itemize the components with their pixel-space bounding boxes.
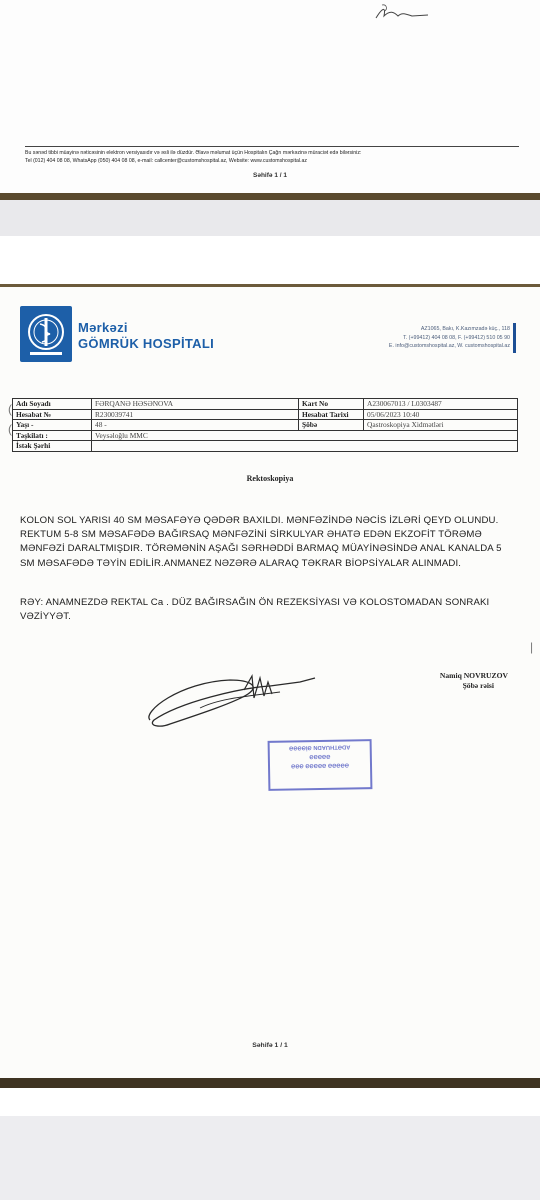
report-findings: KOLON SOL YARISI 40 SM MƏSAFƏYƏ QƏDƏR BAXILDI. MƏNFƏZİNDƏ NƏCİS İZLƏRİ QEYD OLUNDU. REKTUM 5-8 SM MƏSAFƏDƏ BAĞIRSAQ MƏNFƏZİNİ SİRKULYAR ƏHATƏ EDƏN EKZOFİT TÖRƏMƏ MƏNFƏZİ DARALTMIŞDIR. TÖRƏMƏNİN AŞAĞI SƏRHƏDDİ BARMAQ MÜAYİNƏSİNDƏ ANAL KANALDA 5 SM MƏSAFƏDƏ TƏYİN EDİLİR.ANMANEZ NƏZƏRƏ ALARAQ TƏKRAR BİOPSİYALAR ALINMADI. xyxy=(20,515,502,569)
field-value: Veysəloğlu MMC xyxy=(92,430,518,441)
phone-line: T. (+99412) 404 08 08, F. (+99412) 510 05 90 xyxy=(403,334,510,341)
page-number: Səhifə 1 / 1 xyxy=(252,1042,288,1049)
field-label: Kart No xyxy=(299,399,364,410)
hospital-address xyxy=(389,325,510,351)
stamp-line: ƏƏƏƏƏ xyxy=(309,752,331,760)
patient-info-table xyxy=(12,398,518,452)
report-conclusion: RƏY: ANAMNEZDƏ REKTAL Ca . DÜZ BAĞIRSAĞIN ÖN REZEKSİYASI VƏ KOLOSTOMADAN SONRAKI VƏZİYYƏT. xyxy=(20,597,490,623)
paper-top-edge xyxy=(0,284,540,287)
report-title: Rektoskopiya xyxy=(246,474,294,483)
paper-bottom-edge xyxy=(0,1078,540,1088)
field-label: Şöbə xyxy=(299,420,364,431)
margin-mark: ( xyxy=(8,422,12,436)
field-label: Adı Soyadı xyxy=(13,399,92,410)
previous-page-number: Səhifə 1 / 1 xyxy=(253,172,287,179)
field-value: R230039741 xyxy=(92,409,299,420)
field-label: İstək Şərhi xyxy=(13,441,92,452)
screen-background xyxy=(0,1116,540,1200)
official-stamp xyxy=(268,739,373,791)
table-row xyxy=(13,441,518,452)
doctor-title: Şöbə rəisi xyxy=(462,681,494,690)
field-value: A230067013 / L0303487 xyxy=(364,399,518,410)
table-row xyxy=(13,420,518,431)
field-value xyxy=(92,441,518,452)
hospital-name-line1: Mərkəzi xyxy=(78,320,128,335)
field-label: Hesabat № xyxy=(13,409,92,420)
address-line: AZ1065, Bakı, K.Kazımzadə küç., 118 xyxy=(420,326,510,332)
table-row xyxy=(13,430,518,441)
table-row xyxy=(13,399,518,410)
previous-page-bottom xyxy=(0,0,540,200)
field-value: 05/06/2023 10:40 xyxy=(364,409,518,420)
footer-note: Bu sənəd tibbi müayinə nəticəsinin elektron versiyasıdır və əsli ilə düzdür. Əlavə məlumat üçün Hospitalın Çağrı mərkəzinə müraciət edə bilərsiniz: xyxy=(25,150,362,156)
image-frame-bottom xyxy=(0,1088,540,1116)
footer-rule xyxy=(25,146,519,147)
margin-mark: | xyxy=(530,640,534,654)
field-value: FƏRQANƏ HƏSƏNOVA xyxy=(92,399,299,410)
field-value: Qastroskopiya Xidmətləri xyxy=(364,420,518,431)
hospital-name xyxy=(78,320,214,352)
page-gap xyxy=(0,200,540,236)
field-label: Hesabat Tarixi xyxy=(299,409,364,420)
margin-mark: ( xyxy=(8,402,12,416)
footer-contacts: Tel (012) 404 08 08, WhatsApp (050) 404 08 08, e-mail: callcenter@customshospital.az, Website: www.customshospital.az xyxy=(25,158,307,164)
paper-edge xyxy=(0,193,540,200)
field-value: 48 - xyxy=(92,420,299,431)
hospital-name-line2: GÖMRÜK HOSPİTALI xyxy=(78,336,214,351)
email-line: E. info@customshospital.az, W. customshospital.az xyxy=(388,343,510,349)
small-signature xyxy=(372,2,432,24)
table-row xyxy=(13,409,518,420)
field-label: Təşkilatı : xyxy=(13,430,92,441)
stamp-line: ADƏTHUADN ƏİƏƏƏƏ xyxy=(288,743,351,751)
address-accent-bar xyxy=(513,323,516,353)
field-label: Yaşı - xyxy=(13,420,92,431)
stamp-line: ƏƏƏƏƏ ƏƏƏƏƏ ƏƏƏ xyxy=(290,761,350,769)
doctor-name: Namiq NOVRUZOV xyxy=(439,671,508,680)
hospital-logo xyxy=(20,306,72,362)
